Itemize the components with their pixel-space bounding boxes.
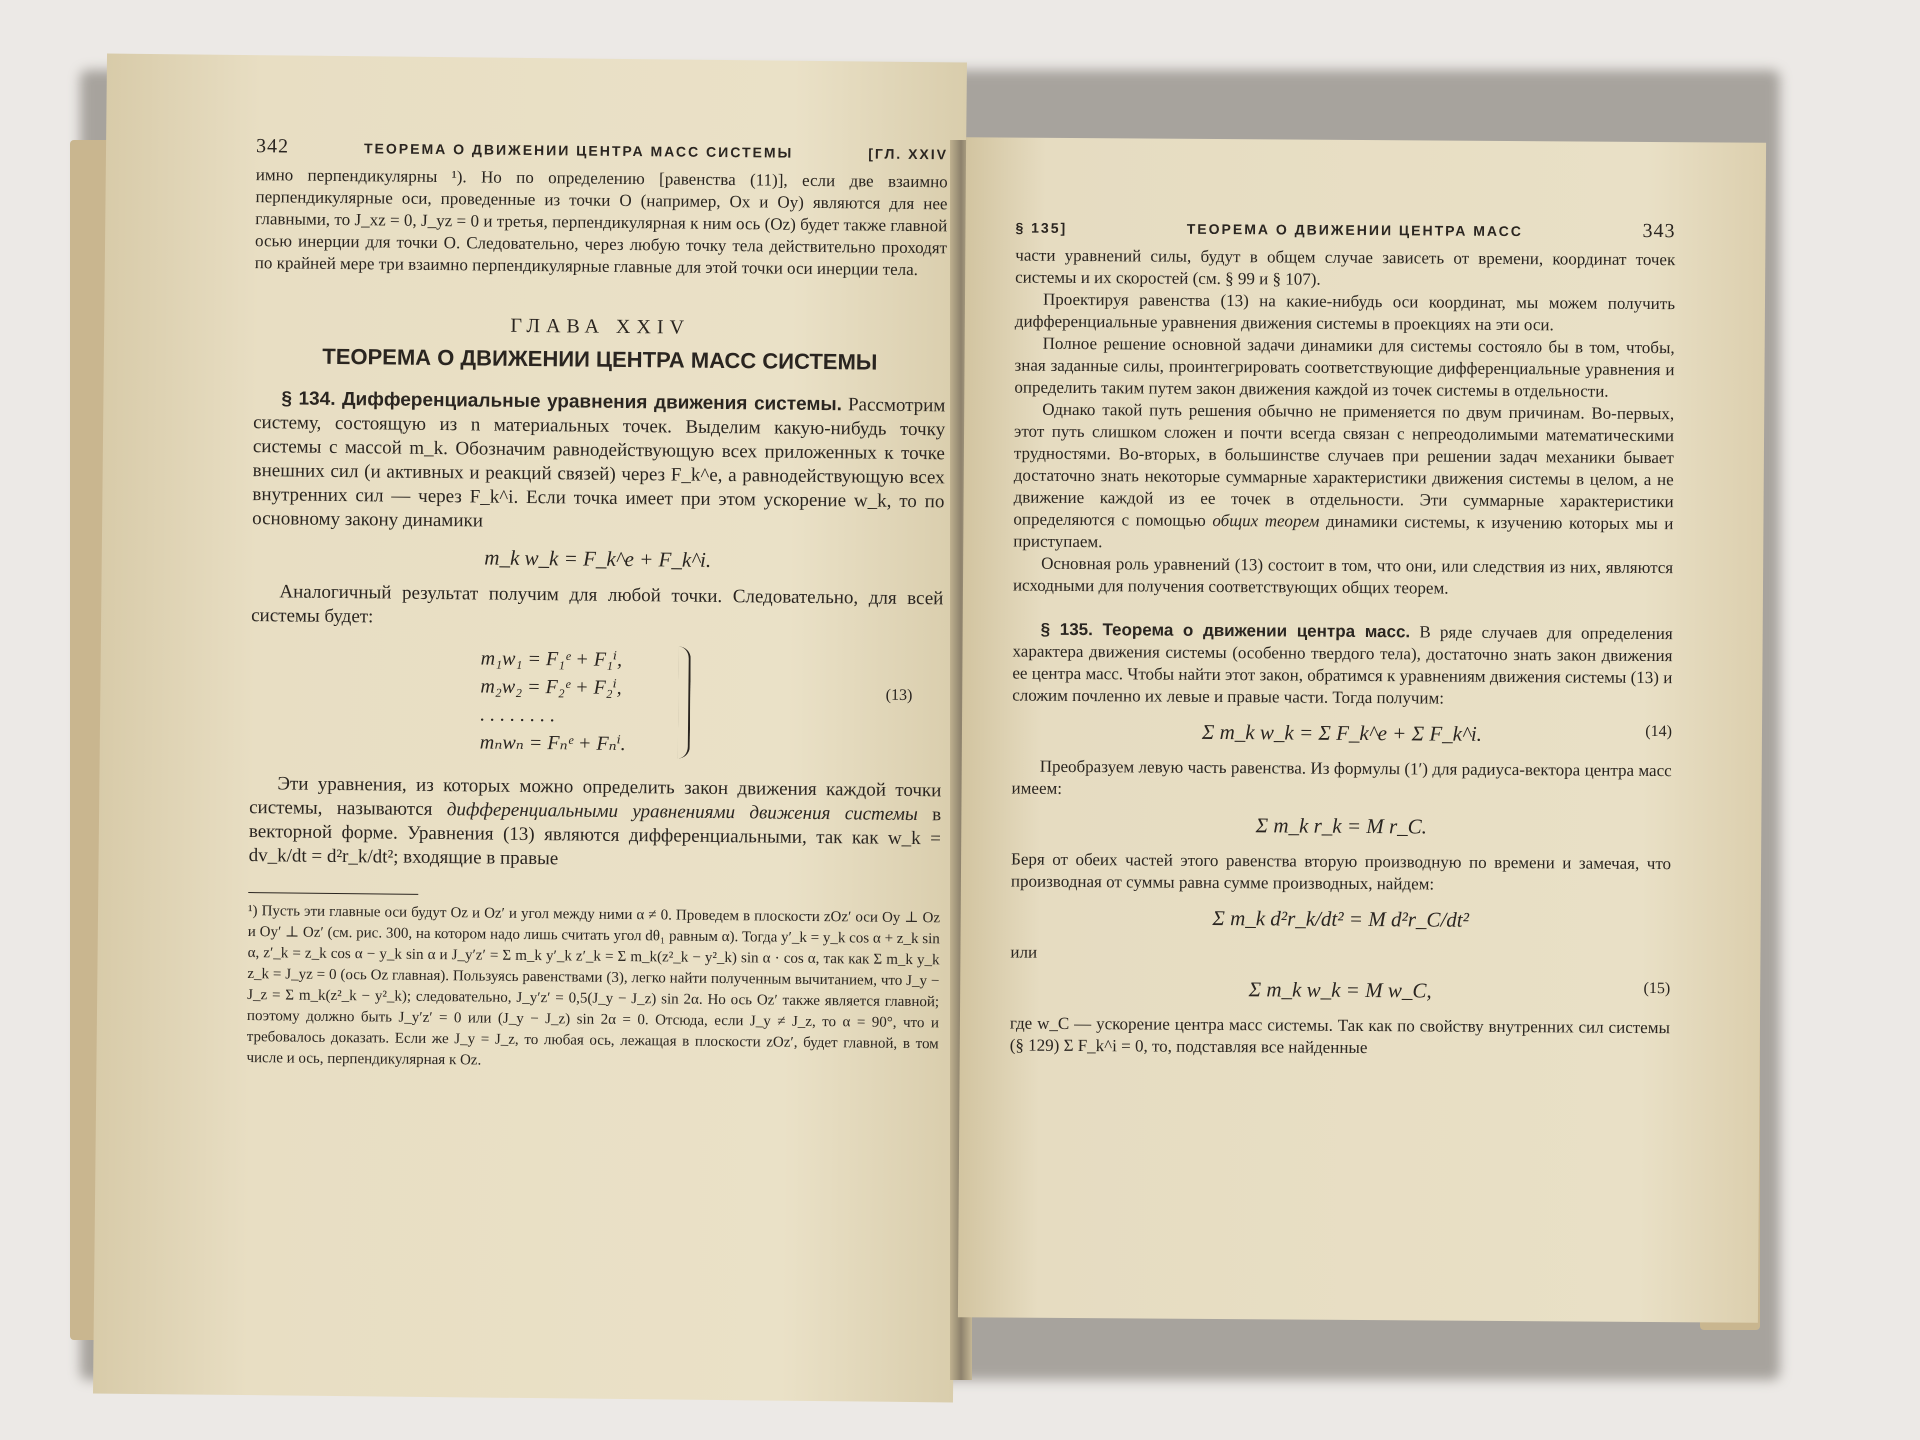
left-chapter-ref: [ГЛ. XXIV <box>868 145 949 163</box>
footnote: ¹) Пусть эти главные оси будут Oz и Oz′ и угол между ними α ≠ 0. Проведем в плоскости zOz′ оси Oy ⊥ Oz и Oy′ ⊥ Oz′ (см. рис. 300, на котором надо лишь считать угол dθ₁ равным α). Тогда y′_k = y_k cos α + z_k sin α, z′_k = z_k cos α − y_k sin α и J_y′z′ = Σ m_k y′_k z′_k = Σ m_k(z²_k − y²_k) sin α · cos α, так как Σ m_k y_k z_k = J_yz = 0 (ось Oz главная). Пользуясь равенствами (3), легко найти полученным вычитанием, что J_y − J_z = Σ m_k(z²_k − y²_k); следовательно, J_y′z′ = 0,5(J_y − J_z) sin 2α. Но ось Oz′ также является главной; поэтому должно быть J_y′z′ = 0 или (J_y − J_z) sin 2α = 0. Отсюда, если J_y ≠ J_z, то α = 90°, что и требовалось доказать. Если же J_y = J_z, то любая ось, лежащая в плоскости zOz′, будет главной, в том числе и ось, перпендикулярная к Oz. <box>246 903 941 1069</box>
section-134-heading: § 134. Дифференциальные уравнения движения системы. <box>281 388 843 416</box>
section-135-text: В ряде случаев для определения характера движения системы (особенно твердого тела), достаточно знать закон движения ее центра масс. Чтобы найти этот закон, обратимся к уравнениям движения системы (13) и сложим почленно их левые и правые части. Тогда получим: <box>1012 622 1673 708</box>
right-paragraph-5: Основная роль уравнений (13) состоит в том, что они, или следствия из них, являются исходными для получения соответствующих общих теорем. <box>1012 553 1674 598</box>
formula-14-body: Σ m_k w_k = Σ F_k^e + Σ F_k^i. <box>1201 719 1483 746</box>
right-paragraph-7: Беря от обеих частей этого равенства вторую производную по времени и замечая, что производная от суммы равна сумме производных, найдем: <box>1010 849 1672 894</box>
system-line-3: . . . . . . . . <box>480 703 556 727</box>
formula-newton-law: m_k w_k = F_k^e + F_k^i. <box>484 545 712 572</box>
word-ili: или <box>1010 942 1038 962</box>
right-page <box>958 137 1766 1323</box>
p4-italic: общих теорем <box>1212 510 1320 531</box>
footnote-rule <box>248 892 418 895</box>
right-section-ref: § 135] <box>1015 219 1068 236</box>
section-135-paragraph <box>1012 619 1673 712</box>
left-running-head: ТЕОРЕМА О ДВИЖЕНИИ ЦЕНТРА МАСС СИСТЕМЫ <box>363 140 794 161</box>
system-brace <box>678 647 691 759</box>
equation-system-13 <box>480 644 681 758</box>
formula-center-mass-radius: Σ m_k r_k = M r_C. <box>1255 813 1428 839</box>
formula-15-body: Σ m_k w_k = M w_C, <box>1248 977 1432 1003</box>
chapter-title: ТЕОРЕМА О ДВИЖЕНИИ ЦЕНТРА МАСС СИСТЕМЫ <box>322 343 878 375</box>
formula-15 <box>1010 976 1670 1006</box>
right-page-number: 343 <box>1642 219 1676 243</box>
right-paragraph-6: Преобразуем левую часть равенства. Из формулы (1′) для радиуса-вектора центра масс имеем: <box>1011 756 1672 798</box>
left-page-number: 342 <box>255 135 290 158</box>
p4-pre: Однако такой путь решения обычно не применяется по двум причинам. Во-первых, этот путь слишком сложен и почти всегда связан с непреодолимыми математическими трудностями. Во-вторых, в большинстве случаев при решении задач механики бывает достаточно знать некоторые суммарные характеристики движения системы в целом, а не движение каждой из ее точек в отдельности. Эти суммарные характеристики определяются с помощью <box>1013 399 1675 530</box>
left-paragraph-3 <box>249 772 942 875</box>
formula-14 <box>1012 719 1672 749</box>
system-equation-number: (13) <box>885 686 913 705</box>
system-line-4: mₙwₙ = Fₙᵉ + Fₙⁱ. <box>479 731 626 756</box>
chapter-label: ГЛАВА XXIV <box>510 314 691 339</box>
section-135-heading: § 135. Теорема о движении центра масс. <box>1040 619 1411 642</box>
left-paragraph-2: Аналогичный результат получим для любой точки. Следовательно, для всей системы будет: <box>251 581 944 628</box>
right-paragraph-8: где w_C — ускорение центра масс системы. Так как по свойству внутренних сил системы (§ 129) Σ F_k^i = 0, то, подставляя все найденные <box>1009 1013 1670 1058</box>
section-134-paragraph <box>252 387 945 538</box>
formula-15-number: (15) <box>1643 979 1671 998</box>
para-3-post: в векторной форме. Уравнения (13) являются дифференциальными, так как w_k = dv_k/dt = d²r_k/dt²; входящие в правые <box>248 804 942 870</box>
right-page-header <box>1015 216 1675 244</box>
right-paragraph-4 <box>1013 399 1674 558</box>
system-line-2: m₂w₂ = F₂ᵉ + F₂ⁱ, <box>480 675 622 699</box>
left-page <box>93 54 967 1403</box>
section-134-text: Рассмотрим систему, состоящую из n материальных точек. Выделим какую-нибудь точку системы с массой m_k. Обозначим равнодействующую всех приложенных к точке внешних сил (и активных и реакций связей) через F_k^e, а равнодействующую всех внутренних сил — через F_k^i. Если точка имеет при этом ускорение w_k, то по основному закону динамики <box>252 394 946 532</box>
right-paragraph-3: Полное решение основной задачи динамики для системы состояло бы в том, чтобы, зная заданные силы, проинтегрировать соответствующие дифференциальные уравнения и определить таким путем закон движения каждой из точек системы в отдельности. <box>1014 333 1675 401</box>
formula-14-number: (14) <box>1645 722 1673 741</box>
system-line-1: m₁w₁ = F₁ᵉ + F₁ⁱ, <box>480 647 623 671</box>
right-running-head: ТЕОРЕМА О ДВИЖЕНИИ ЦЕНТРА МАСС <box>1186 220 1523 240</box>
para-3-pre: Эти уравнения, из которых можно определить закон движения каждой точки системы, называются <box>249 773 942 820</box>
right-paragraph-2: Проектируя равенства (13) на какие-нибудь оси координат, мы можем получить дифференциальные уравнения движения системы в проекциях на эти оси. <box>1014 289 1676 335</box>
formula-second-derivative: Σ m_k d²r_k/dt² = M d²r_C/dt² <box>1212 905 1470 932</box>
left-intro-paragraph: имно перпендикулярны ¹). Но по определению [равенства (11)], если две взаимно перпендикулярные оси, проведенные из точки O (например, Ox и Oy) являются для нее главными, то J_xz = 0, J_yz = 0 и третья, перпендикулярная к ним ось (Oz) будет также главной осью инерции для точки O. Следовательно, через любую точку тела действительно проходят по крайней мере три взаимно перпендикулярные главные для этой точки оси инерции тела. <box>254 165 948 280</box>
p4-post: динамики системы, к изучению которых мы и приступаем. <box>1013 511 1674 552</box>
right-paragraph-1: части уравнений силы, будут в общем случае зависеть от времени, координат точек системы и их скоростей (см. § 99 и § 107). <box>1015 245 1676 289</box>
para-3-italic: дифференциальными уравнениями движения системы <box>446 799 918 826</box>
left-page-header <box>256 135 948 165</box>
